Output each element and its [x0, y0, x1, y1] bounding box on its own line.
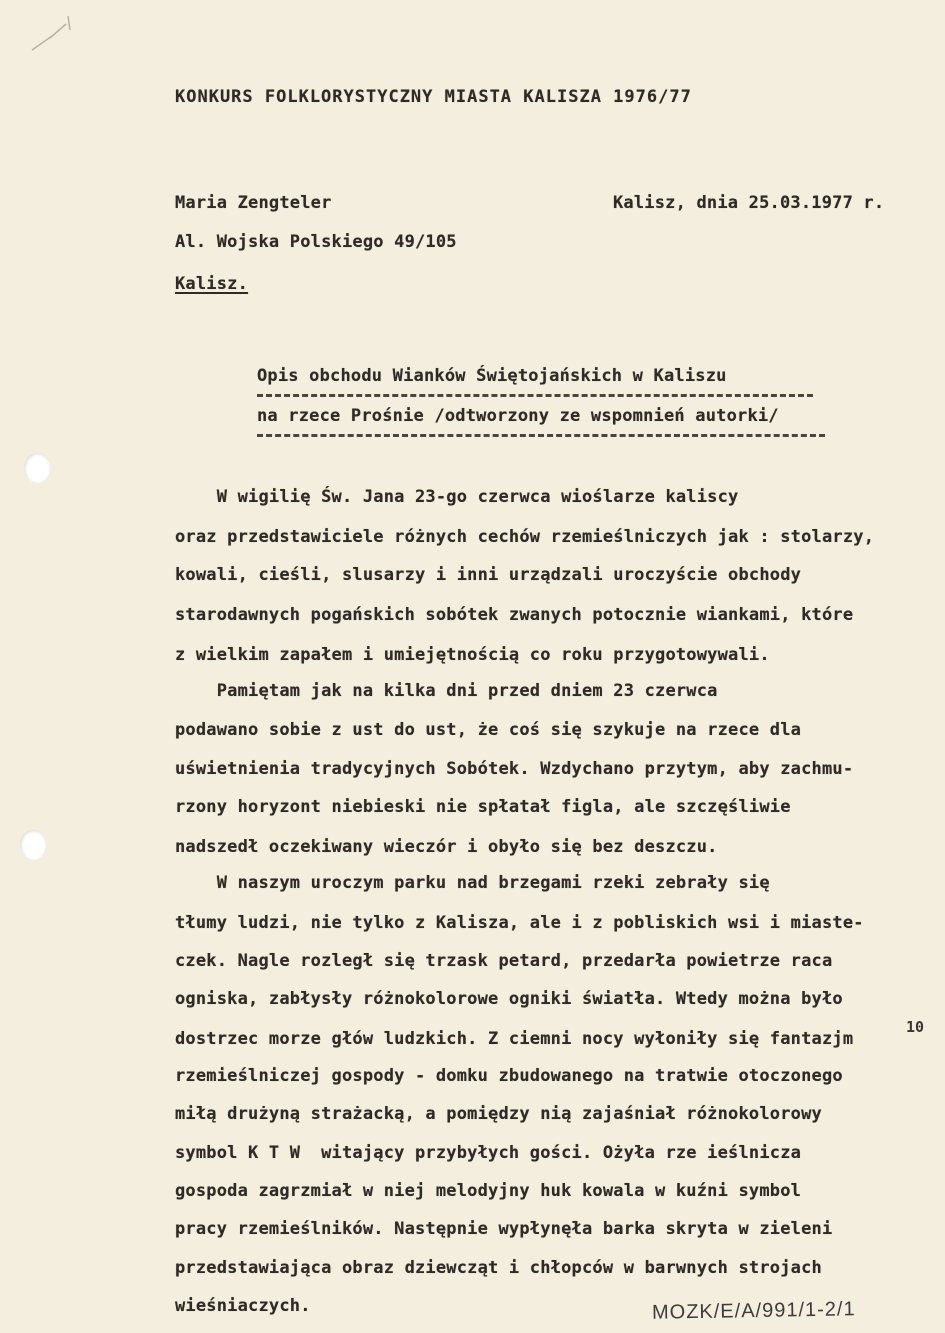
body-line: gospoda zagrzmiał w niej melodyjny huk kowala w kuźni symbol: [175, 1181, 802, 1201]
body-line: dostrzec morze głów ludzkich. Z ciemni nocy wyłoniły się fantazjm: [175, 1029, 854, 1049]
body-line: rzony horyzont niebieski nie spłatał figla, ale szczęśliwie: [175, 797, 791, 817]
document-title-line-2: na rzece Prośnie /odtworzony ze wspomnień autorki/: [257, 406, 779, 426]
body-line: oraz przedstawiciele różnych cechów rzemieślniczych jak : stolarzy,: [175, 527, 875, 547]
date-line: Kalisz, dnia 25.03.1977 r.: [613, 193, 885, 213]
body-line: ogniska, zabłysły różnokolorowe ogniki światła. Wtedy można było: [175, 989, 843, 1009]
body-line: Pamiętam jak na kilka dni przed dniem 23 czerwca: [175, 681, 718, 701]
body-line: symbol K T W witający przybyłych gości. Ożyła rze ieślnicza: [175, 1143, 802, 1163]
archive-signature: MOZK/E/A/991/1-2/1: [651, 1298, 856, 1324]
title-underline-1: [257, 394, 813, 397]
contest-header: KONKURS FOLKLORYSTYCZNY MIASTA KALISZA 1976/77: [175, 87, 692, 107]
punch-hole-middle: [20, 830, 46, 860]
body-line: czek. Nagle rozległ się trzask petard, przedarła powietrze raca: [175, 951, 833, 971]
body-line: tłumy ludzi, nie tylko z Kalisza, ale i z pobliskich wsi i miaste-: [175, 913, 864, 933]
body-line: uświetnienia tradycyjnych Sobótek. Wzdychano przytym, aby zachmu-: [175, 759, 854, 779]
body-line: nadszedł oczekiwany wieczór i obyło się bez deszczu.: [175, 837, 718, 857]
author-city: Kalisz.: [175, 274, 249, 294]
punch-hole-top: [24, 453, 50, 483]
body-line: starodawnych pogańskich sobótek zwanych potocznie wiankami, które: [175, 605, 854, 625]
body-line: miłą drużyną strażacką, a pomiędzy nią zajaśniał różnokolorowy: [175, 1104, 822, 1124]
body-line: W naszym uroczym parku nad brzegami rzeki zebrały się: [175, 873, 770, 893]
author-name: Maria Zengteler: [175, 193, 332, 213]
body-line: pracy rzemieślników. Następnie wypłynęła barka skryta w zieleni: [175, 1219, 833, 1239]
body-line: podawano sobie z ust do ust, że coś się szykuje na rzece dla: [175, 720, 802, 740]
body-line: W wigilię Św. Jana 23-go czerwca wioślarze kaliscy: [175, 487, 739, 507]
author-address: Al. Wojska Polskiego 49/105: [175, 232, 457, 252]
title-underline-2: [257, 434, 825, 437]
body-line: rzemieślniczej gospody - domku zbudowanego na tratwie otoczonego: [175, 1066, 843, 1086]
body-line: kowali, cieśli, slusarzy i inni urządzali uroczyście obchody: [175, 565, 802, 585]
body-line: z wielkim zapałem i umiejętnością co roku przygotowywali.: [175, 645, 770, 665]
document-title-line-1: Opis obchodu Wianków Świętojańskich w Kaliszu: [257, 366, 727, 386]
body-line: wieśniaczych.: [175, 1296, 311, 1316]
body-line: przedstawiająca obraz dziewcząt i chłopców w barwnych strojach: [175, 1258, 822, 1278]
page-number: 10: [906, 1018, 925, 1036]
pencil-mark-icon: [22, 8, 82, 58]
